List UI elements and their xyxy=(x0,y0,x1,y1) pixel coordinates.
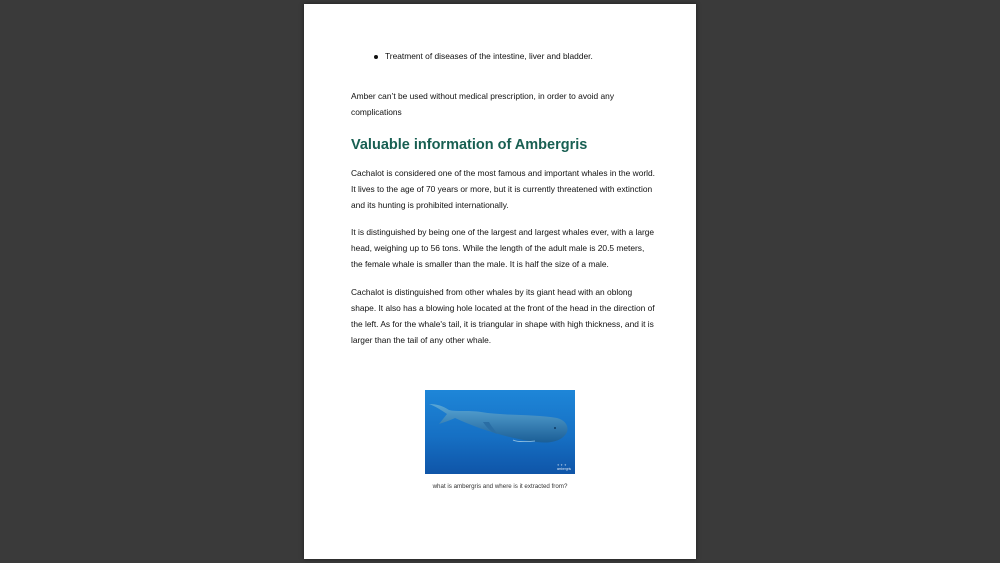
paragraph-3: Cachalot is distinguished from other whales by its giant head with an oblong shape. It also has a blowing hole located at the front of the head in the direction of the left. As for the whale's tail, it is triangular in shape with high thickness, and it is larger than the tail of any other whale. xyxy=(351,287,655,345)
document-page xyxy=(304,4,696,559)
image-caption: what is ambergris and where is it extracted from? xyxy=(432,483,568,490)
bullet-item: Treatment of diseases of the intestine, liver and bladder. xyxy=(373,50,593,63)
whale-image xyxy=(425,390,575,474)
paragraph-1: Cachalot is considered one of the most famous and important whales in the world. It lives to the age of 70 years or more, but it is currently threatened with extinction and its hunting is prohibited internationally. xyxy=(351,168,655,210)
sperm-whale-illustration xyxy=(425,390,575,474)
paragraph-2: It is distinguished by being one of the largest and largest whales ever, with a large head, weighing up to 56 tons. While the length of the adult male is 20.5 meters, the female whale is smaller than the male. It is half the size of a male. xyxy=(351,227,655,269)
bullet-list xyxy=(373,50,593,63)
section-heading: Valuable information of Ambergris xyxy=(351,137,588,153)
watermark-logo: ✦ ✦ ✦ ambergris xyxy=(556,463,571,471)
prescription-note: Amber can’t be used without medical prescription, in order to avoid any complications xyxy=(351,91,615,117)
